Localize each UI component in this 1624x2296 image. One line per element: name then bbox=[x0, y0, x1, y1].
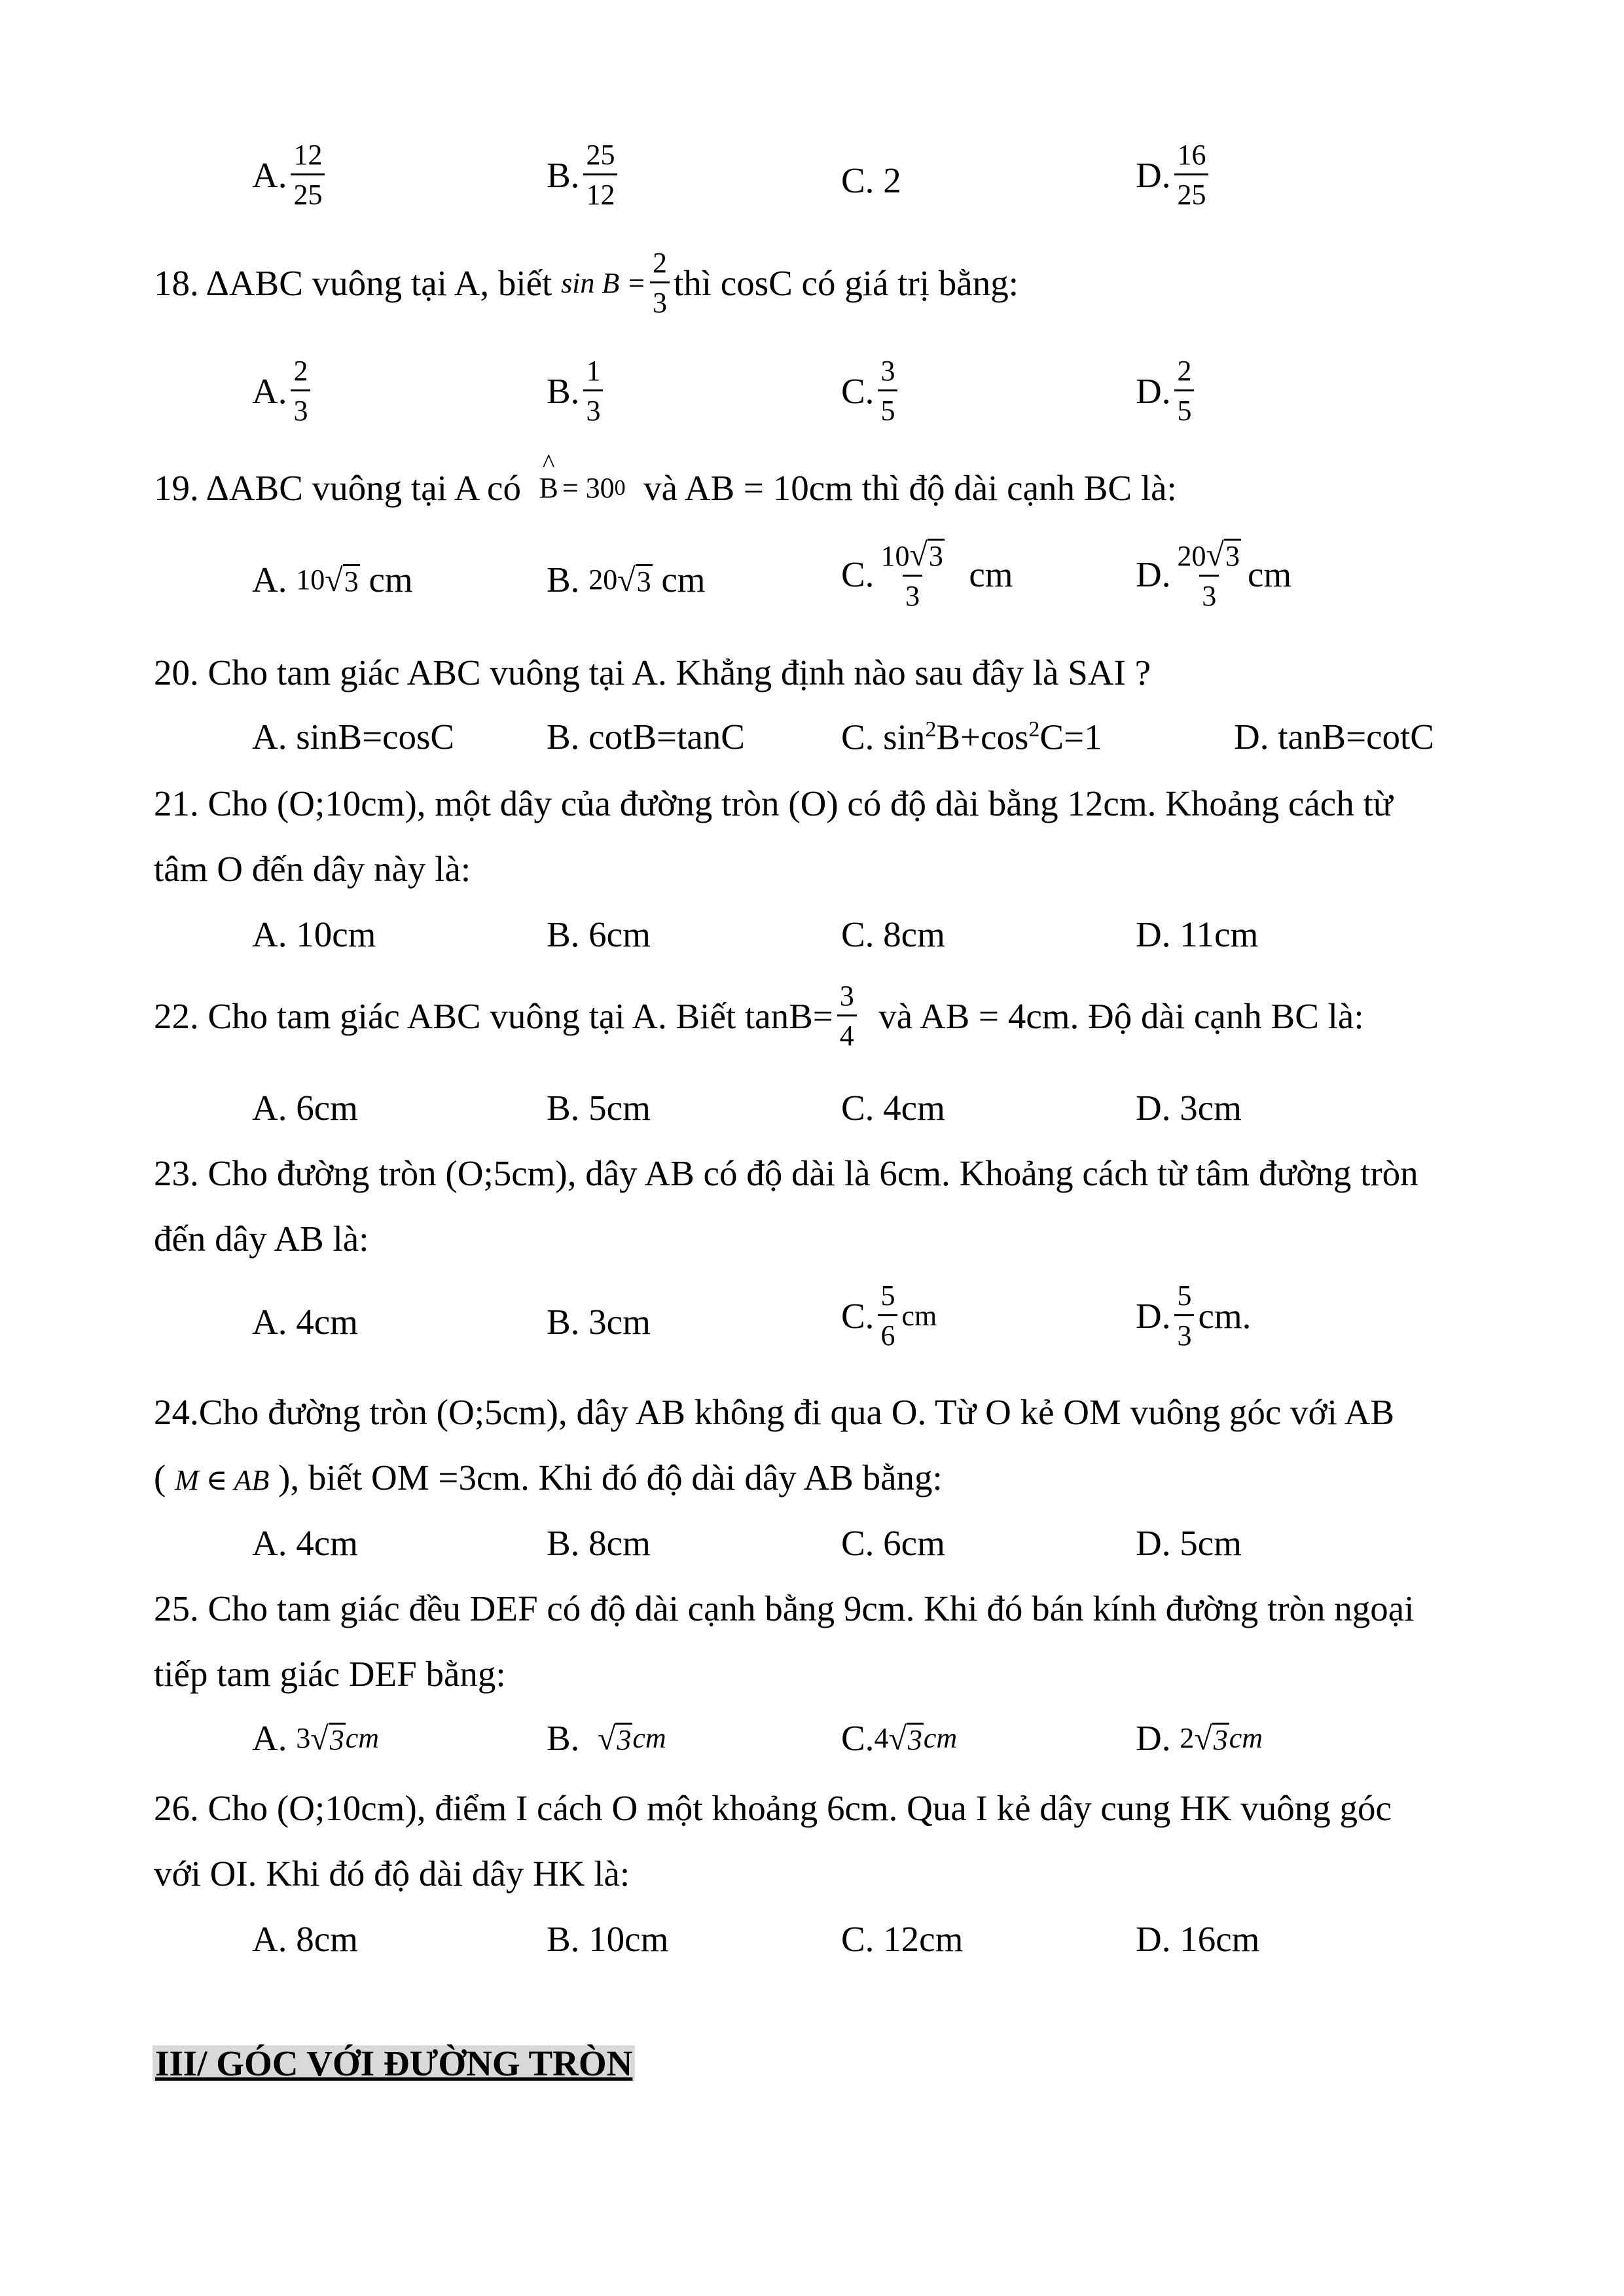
q21-stem-line2: tâm O đến dây này là: bbox=[154, 849, 471, 889]
q19-option-d bbox=[1136, 538, 1291, 611]
option-value: 2 bbox=[883, 160, 901, 200]
q18-option-d bbox=[1136, 357, 1198, 425]
option-label: A. bbox=[252, 155, 287, 195]
q24-option-b: B. 8cm bbox=[547, 1523, 651, 1563]
option-label: C. bbox=[841, 554, 875, 594]
option-label: C. bbox=[841, 1718, 875, 1758]
q20-stem: 20. Cho tam giác ABC vuông tại A. Khẳng định nào sau đây là SAI ? bbox=[154, 653, 1151, 692]
coefficient: 4 bbox=[874, 1721, 889, 1754]
q19-option-a bbox=[252, 562, 413, 598]
q24-option-d: D. 5cm bbox=[1136, 1523, 1242, 1563]
q21-option-b: B. 6cm bbox=[547, 914, 651, 954]
radical-icon: √ bbox=[888, 1719, 907, 1757]
fraction bbox=[837, 982, 857, 1050]
hat-icon: ^ bbox=[542, 448, 555, 478]
unit: cm bbox=[1229, 1721, 1263, 1754]
radicand: 3 bbox=[344, 565, 359, 598]
coefficient: 10 bbox=[880, 540, 910, 572]
fraction bbox=[291, 141, 325, 209]
q23-option-a: A. 4cm bbox=[252, 1302, 358, 1342]
option-label: B. bbox=[547, 155, 580, 195]
radicand: 3 bbox=[1213, 1723, 1228, 1756]
sqrt bbox=[1206, 538, 1240, 571]
q25-option-c bbox=[841, 1720, 957, 1756]
radical-icon: √ bbox=[909, 536, 928, 573]
q17-option-a bbox=[252, 141, 329, 209]
coefficient: 20 bbox=[588, 563, 618, 596]
denominator: 3 bbox=[650, 281, 670, 317]
degree-superscript: 0 bbox=[614, 475, 626, 500]
angle-value: = 30 bbox=[562, 471, 615, 504]
stem-text: ), biết OM =3cm. Khi đó độ dài dây AB bằng: bbox=[278, 1458, 943, 1498]
option-label: B. bbox=[547, 371, 580, 411]
option-label: C. bbox=[841, 160, 875, 200]
numerator: 2 bbox=[1177, 355, 1192, 387]
stem-text: và AB = 10cm thì độ dài cạnh BC là: bbox=[643, 468, 1177, 508]
q20-option-c bbox=[841, 719, 1102, 755]
coefficient: 2 bbox=[1180, 1721, 1195, 1754]
numerator: 3 bbox=[880, 355, 895, 387]
q21-stem-line1: 21. Cho (O;10cm), một dây của đường tròn (O) có độ dài bằng 12cm. Khoảng cách từ bbox=[154, 783, 1393, 823]
numerator: 1 bbox=[586, 355, 601, 387]
radical-icon: √ bbox=[325, 561, 343, 598]
unit: cm bbox=[661, 560, 706, 600]
numerator: 5 bbox=[880, 1280, 895, 1312]
math-expression: M ∈ AB bbox=[175, 1464, 270, 1496]
coefficient: 20 bbox=[1177, 540, 1206, 572]
denominator: 3 bbox=[291, 389, 310, 425]
coefficient: 3 bbox=[296, 1721, 311, 1754]
unit: cm bbox=[923, 1721, 958, 1754]
q19-option-c bbox=[841, 538, 1013, 611]
q21-option-a: A. 10cm bbox=[252, 914, 376, 954]
q18-option-a bbox=[252, 357, 314, 425]
math-expression: sin B = bbox=[561, 266, 646, 299]
option-label: C. bbox=[841, 371, 875, 411]
q26-stem-line1: 26. Cho (O;10cm), điểm I cách O một khoảng 6cm. Qua I kẻ dây cung HK vuông góc bbox=[154, 1788, 1392, 1828]
q22-option-d: D. 3cm bbox=[1136, 1088, 1242, 1128]
numerator: 25 bbox=[586, 139, 615, 171]
fraction bbox=[583, 357, 603, 425]
denominator: 3 bbox=[903, 575, 922, 611]
fraction bbox=[650, 249, 670, 317]
q24-stem-line2 bbox=[154, 1460, 943, 1496]
q18-stem bbox=[154, 249, 1019, 317]
unit: cm bbox=[345, 1721, 379, 1754]
angle-b bbox=[539, 448, 558, 504]
q22-option-c: C. 4cm bbox=[841, 1088, 945, 1128]
unit: cm bbox=[369, 560, 413, 600]
unit: cm bbox=[969, 554, 1013, 594]
q26-option-d: D. 16cm bbox=[1136, 1919, 1260, 1959]
exponent: 2 bbox=[1028, 717, 1040, 742]
option-text: B+cos bbox=[936, 717, 1029, 757]
q22-option-a: A. 6cm bbox=[252, 1088, 358, 1128]
option-text: C. sin bbox=[841, 717, 926, 757]
radical-icon: √ bbox=[1194, 1719, 1212, 1757]
q20-option-a: A. sinB=cosC bbox=[252, 717, 455, 757]
unit: cm bbox=[901, 1299, 937, 1332]
denominator: 25 bbox=[1174, 173, 1208, 209]
sqrt bbox=[325, 561, 359, 598]
unit: cm. bbox=[1198, 1296, 1252, 1336]
q22-option-b: B. 5cm bbox=[547, 1088, 651, 1128]
stem-text: và AB = 4cm. Độ dài cạnh BC là: bbox=[878, 996, 1364, 1036]
radicand: 3 bbox=[636, 565, 651, 598]
unit: cm bbox=[1247, 554, 1292, 594]
q23-option-d bbox=[1136, 1282, 1251, 1350]
q24-stem-line1: 24.Cho đường tròn (O;5cm), dây AB không đi qua O. Từ O kẻ OM vuông góc với AB bbox=[154, 1392, 1395, 1432]
denominator: 3 bbox=[1174, 1314, 1194, 1350]
fraction bbox=[1174, 538, 1243, 611]
numerator: 16 bbox=[1177, 139, 1206, 171]
radicand: 3 bbox=[617, 1723, 632, 1756]
option-label: A. bbox=[252, 560, 287, 600]
denominator: 3 bbox=[583, 389, 603, 425]
q18-option-b bbox=[547, 357, 607, 425]
sqrt bbox=[310, 1719, 345, 1757]
q17-option-d bbox=[1136, 141, 1212, 209]
option-label: D. bbox=[1136, 155, 1171, 195]
denominator: 3 bbox=[1199, 575, 1219, 611]
q19-stem bbox=[154, 448, 1177, 508]
q21-option-c: C. 8cm bbox=[841, 914, 945, 954]
sqrt bbox=[888, 1719, 923, 1757]
numerator: 5 bbox=[1177, 1280, 1192, 1312]
denominator: 25 bbox=[291, 173, 325, 209]
sqrt bbox=[617, 561, 652, 598]
stem-text: thì cosC có giá trị bằng: bbox=[673, 263, 1019, 303]
fraction bbox=[878, 1282, 897, 1350]
coefficient: 10 bbox=[296, 563, 325, 596]
fraction bbox=[1174, 1282, 1194, 1350]
denominator: 5 bbox=[878, 389, 897, 425]
radicand: 3 bbox=[907, 1723, 922, 1756]
q25-stem-line1: 25. Cho tam giác đều DEF có độ dài cạnh bằng 9cm. Khi đó bán kính đường tròn ngoại bbox=[154, 1588, 1415, 1628]
fraction bbox=[878, 357, 897, 425]
fraction bbox=[878, 538, 947, 611]
q26-option-b: B. 10cm bbox=[547, 1919, 669, 1959]
denominator: 5 bbox=[1174, 389, 1194, 425]
option-label: D. bbox=[1136, 1296, 1171, 1336]
q19-option-b bbox=[547, 562, 706, 598]
denominator: 6 bbox=[878, 1314, 897, 1350]
q26-stem-line2: với OI. Khi đó độ dài dây HK là: bbox=[154, 1854, 630, 1893]
q25-stem-line2: tiếp tam giác DEF bằng: bbox=[154, 1654, 506, 1694]
option-label: B. bbox=[547, 560, 580, 600]
q17-option-b bbox=[547, 141, 621, 209]
numerator: 3 bbox=[839, 980, 854, 1012]
exponent: 2 bbox=[925, 717, 937, 742]
numerator: 2 bbox=[293, 355, 308, 387]
option-text: C=1 bbox=[1039, 717, 1102, 757]
option-label: D. bbox=[1136, 371, 1171, 411]
q17-option-c bbox=[841, 162, 901, 198]
fraction bbox=[583, 141, 617, 209]
q25-option-b bbox=[547, 1720, 666, 1756]
q23-stem-line2: đến dây AB là: bbox=[154, 1219, 369, 1259]
radicand: 3 bbox=[329, 1723, 344, 1756]
option-label: D. bbox=[1136, 554, 1171, 594]
option-label: D. bbox=[1136, 1718, 1171, 1758]
q23-option-c bbox=[841, 1282, 937, 1350]
sqrt bbox=[597, 1719, 632, 1757]
q24-option-a: A. 4cm bbox=[252, 1523, 358, 1563]
denominator: 12 bbox=[583, 173, 617, 209]
q26-option-a: A. 8cm bbox=[252, 1919, 358, 1959]
numerator: 2 bbox=[652, 247, 667, 279]
unit: cm bbox=[632, 1721, 666, 1754]
numerator: 12 bbox=[293, 139, 323, 171]
sqrt bbox=[1194, 1719, 1229, 1757]
q21-option-d: D. 11cm bbox=[1136, 914, 1259, 954]
q24-option-c: C. 6cm bbox=[841, 1523, 945, 1563]
stem-text: 19. ΔABC vuông tại A có bbox=[154, 468, 521, 508]
q22-stem bbox=[154, 982, 1364, 1050]
radical-icon: √ bbox=[310, 1719, 329, 1757]
radicand: 3 bbox=[928, 540, 943, 572]
angle-letter: B bbox=[539, 471, 558, 504]
radical-icon: √ bbox=[597, 1719, 616, 1757]
q23-option-b: B. 3cm bbox=[547, 1302, 651, 1342]
fraction bbox=[1174, 357, 1194, 425]
q18-option-c bbox=[841, 357, 901, 425]
radicand: 3 bbox=[1225, 540, 1240, 572]
option-label: A. bbox=[252, 371, 287, 411]
q23-stem-line1: 23. Cho đường tròn (O;5cm), dây AB có độ dài là 6cm. Khoảng cách từ tâm đường tròn bbox=[154, 1153, 1418, 1193]
fraction bbox=[291, 357, 310, 425]
radical-icon: √ bbox=[617, 561, 636, 598]
paren: ( bbox=[154, 1458, 166, 1498]
option-label: A. bbox=[252, 1718, 287, 1758]
q20-option-d: D. tanB=cotC bbox=[1234, 717, 1434, 757]
denominator: 4 bbox=[837, 1014, 857, 1050]
option-label: C. bbox=[841, 1296, 875, 1336]
sqrt bbox=[909, 538, 944, 571]
fraction bbox=[1174, 141, 1208, 209]
radical-icon: √ bbox=[1206, 536, 1224, 573]
q25-option-a bbox=[252, 1720, 379, 1756]
q25-option-d bbox=[1136, 1720, 1263, 1756]
section-heading: III/ GÓC VỚI ĐƯỜNG TRÒN bbox=[153, 2045, 635, 2081]
stem-text: 18. ΔABC vuông tại A, biết bbox=[154, 263, 552, 303]
q20-option-b: B. cotB=tanC bbox=[547, 717, 745, 757]
numerator bbox=[1174, 538, 1243, 575]
numerator bbox=[878, 538, 947, 575]
option-label: B. bbox=[547, 1718, 580, 1758]
stem-text: 22. Cho tam giác ABC vuông tại A. Biết tanB= bbox=[154, 996, 833, 1036]
q26-option-c: C. 12cm bbox=[841, 1919, 964, 1959]
